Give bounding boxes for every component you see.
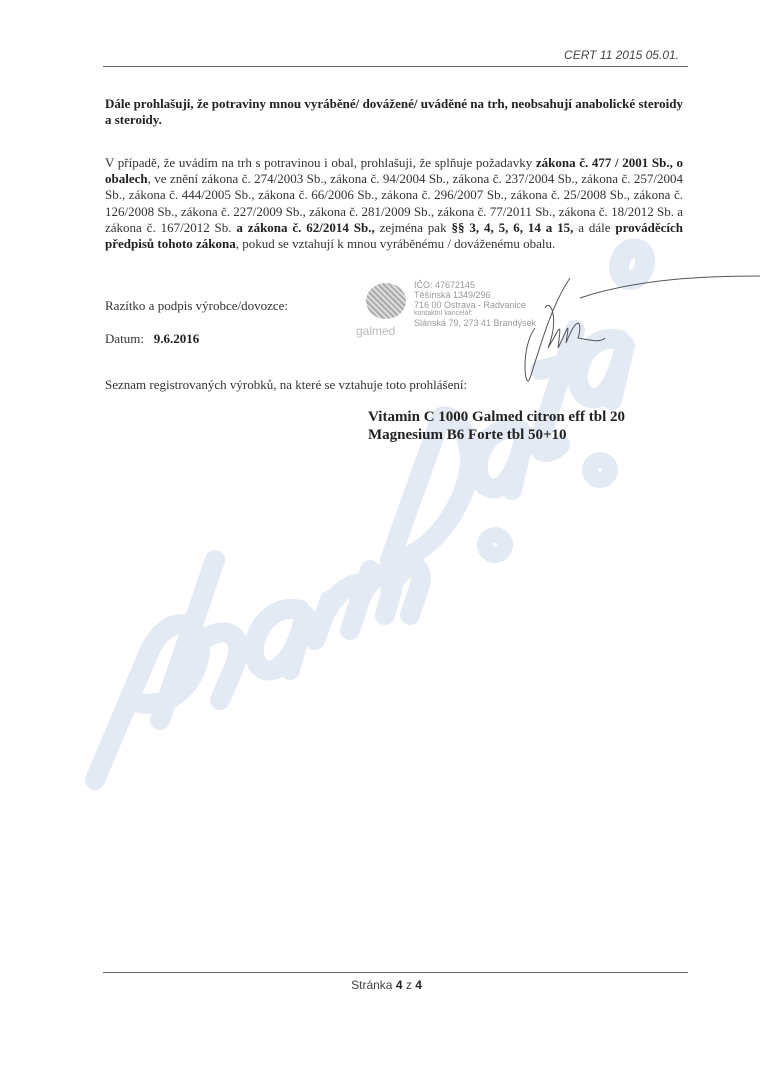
- declaration-packaging: V případě, že uvádím na trh s potravinou i obal, prohlašuji, že splňuje požadavky zákona č. 477 / 2001 Sb., o obalech, ve znění zákona č. 274/2003 Sb., zákona č. 94/2004 Sb., zákona č. 237/2004 Sb., zákona č. 257/2004 Sb., zákona č. 444/2005 Sb., zákona č. 66/2006 Sb., zákona č. 296/2007 Sb., zákona č. 25/2008 Sb., zákona č. 126/2008 Sb., zákona č. 227/2009 Sb., zákona č. 281/2009 Sb., zákona č. 77/2011 Sb., zákona č. 18/2012 Sb. a zákona č. 167/2012 Sb. a zákona č. 62/2014 Sb., zejména pak §§ 3, 4, 5, 6, 14 a 15, a dále prováděcích předpisů tohoto zákona, pokud se vztahují k mnou vyráběnému / dováženému obalu.: [105, 155, 684, 252]
- stamp-label: Razítko a podpis výrobce/dovozce:: [105, 298, 289, 313]
- stamp-logo-text: galmed: [356, 324, 396, 338]
- product-item: Vitamin C 1000 Galmed citron eff tbl 20: [368, 409, 626, 425]
- stamp-office-label: kontaktní kancelář:: [414, 310, 473, 317]
- galmed-logo-icon: [366, 283, 406, 319]
- declaration-steroids: Dále prohlašuji, že potraviny mnou vyráběné/ dovážené/ uváděné na trh, neobsahují anabolické steroidy a steroidy.: [105, 96, 683, 128]
- date-line: Datum: 9.6.2016: [105, 331, 200, 346]
- page-footer: Stránka 4 z 4: [351, 978, 422, 992]
- header-divider: [103, 66, 688, 67]
- footer-divider: [103, 972, 688, 973]
- stamp-city: 716 00 Ostrava - Radvanice: [414, 300, 527, 310]
- product-item: Magnesium B6 Forte tbl 50+10: [368, 427, 567, 443]
- signature: [490, 268, 770, 398]
- products-list: [368, 408, 625, 444]
- stamp-office: Slánská 79, 273 41 Brandýsek: [414, 318, 537, 328]
- cert-header: CERT 11 2015 05.01.: [564, 48, 679, 62]
- stamp-ico: IČO: 47672145: [414, 280, 476, 290]
- products-list-label: Seznam registrovaných výrobků, na které se vztahuje toto prohlášení:: [105, 377, 468, 392]
- stamp-street: Těšínská 1349/296: [414, 290, 491, 300]
